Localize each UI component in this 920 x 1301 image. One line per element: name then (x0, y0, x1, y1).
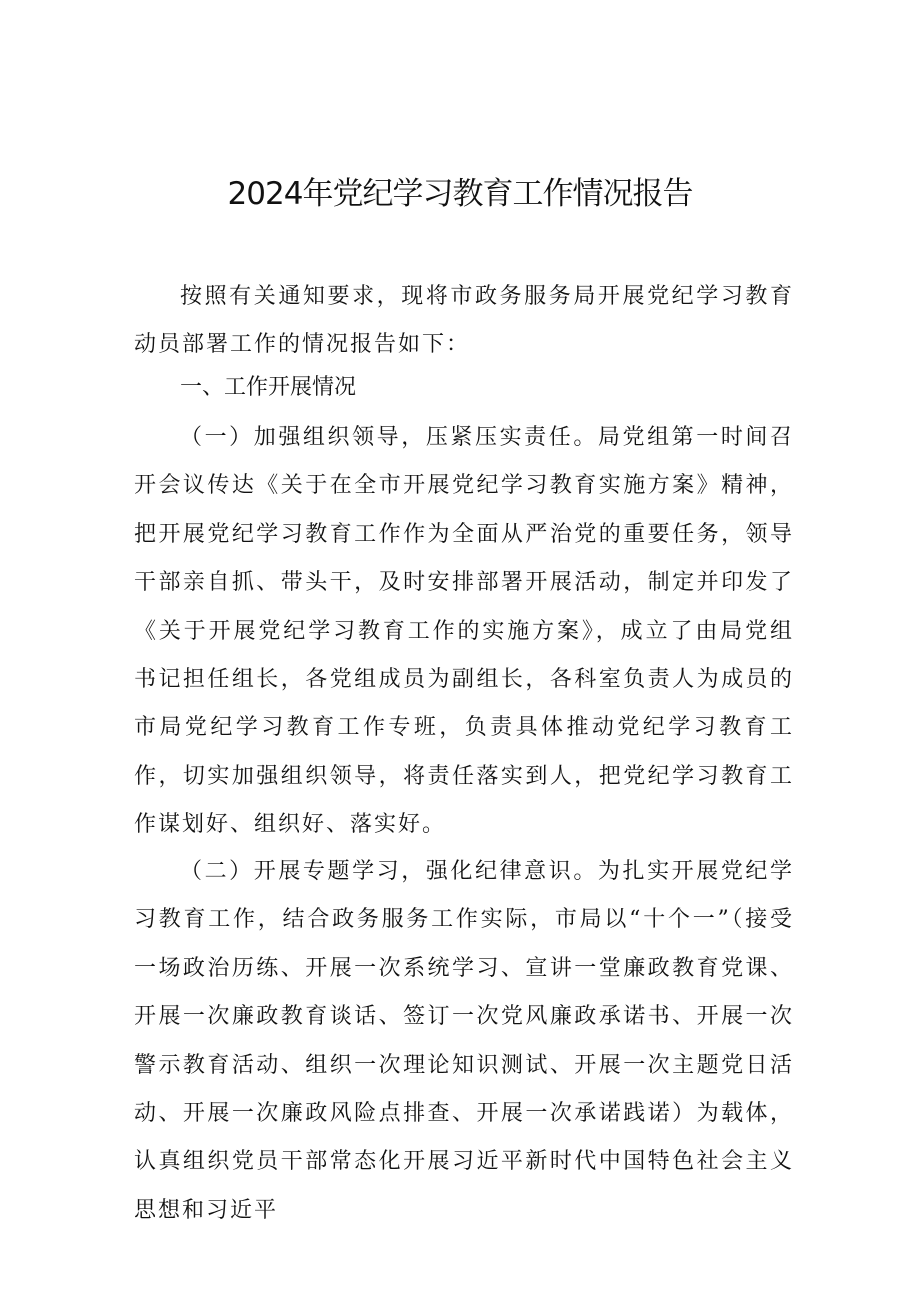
intro-paragraph: 按照有关通知要求，现将市政务服务局开展党纪学习教育动员部署工作的情况报告如下： (134, 284, 794, 358)
document-title: 2024年党纪学习教育工作情况报告 (227, 176, 693, 212)
body-paragraph-1: （一）加强组织领导，压紧压实责任。局党组第一时间召开会议传达《关于在全市开展党纪学习教育实施方案》精神，把开展党纪学习教育工作作为全面从严治党的重要任务，领导干部亲自抓、带头干，及时安排部署开展活动，制定并印发了《关于开展党纪学习教育工作的实施方案》，成立了由局党组书记担任组长，各党组成员为副组长，各科室负责人为成员的市局党纪学习教育工作专班，负责具体推动党纪学习教育工作，切实加强组织领导，将责任落实到人，把党纪学习教育工作谋划好、组织好、落实好。 (134, 425, 794, 838)
body-paragraph-2: （二）开展专题学习，强化纪律意识。为扎实开展党纪学习教育工作，结合政务服务工作实际，市局以“十个一”（接受一场政治历练、开展一次系统学习、宣讲一堂廉政教育党课、开展一次廉政教育谈话、签订一次党风廉政承诺书、开展一次警示教育活动、组织一次理论知识测试、开展一次主题党日活动、开展一次廉政风险点排查、开展一次承诺践诺）为载体，认真组织党员干部常态化开展习近平新时代中国特色社会主义思想和习近平 (134, 859, 794, 1223)
section-heading: 一、工作开展情况 (180, 375, 357, 400)
